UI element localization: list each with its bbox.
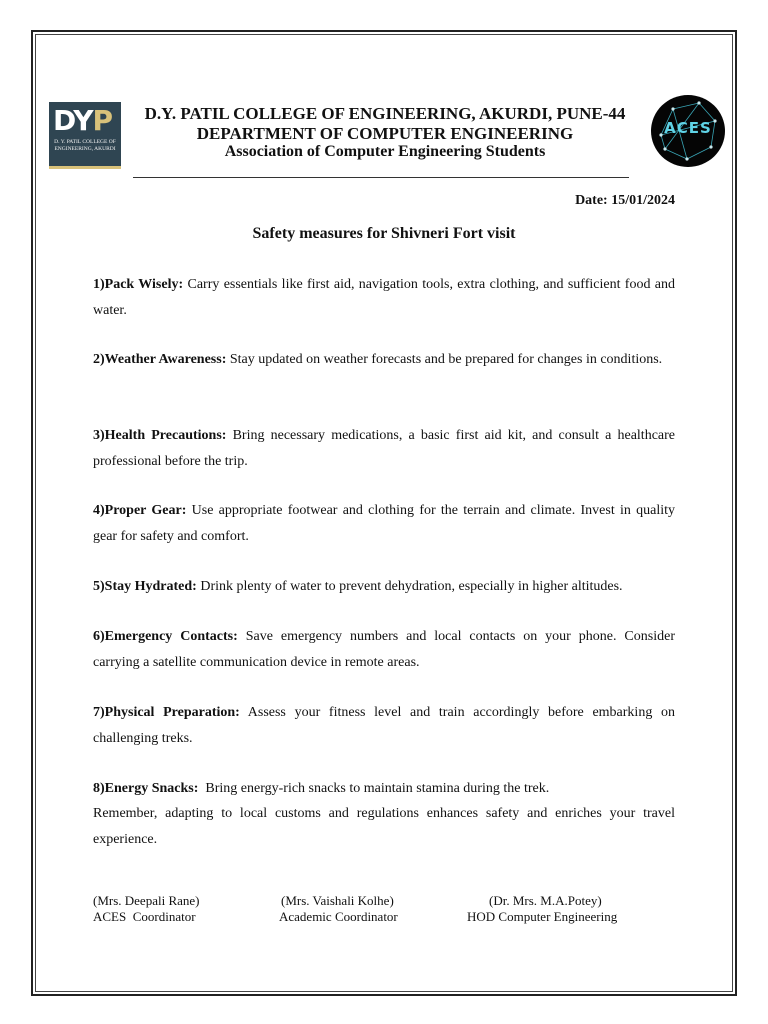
safety-item [93,776,675,802]
item-heading: 6)Emergency Contacts: [93,629,238,644]
aces-logo-text: ACES [664,119,712,137]
closing-remark: Remember, adapting to local customs and regulations enhances safety and enriches your travel experience. [93,806,675,847]
item-heading: 5)Stay Hydrated: [93,579,197,594]
signatory-role: HOD Computer Engineering [467,909,618,924]
signatory-role: Academic Coordinator [279,909,398,924]
safety-item [93,423,675,474]
document-title: Safety measures for Shivneri Fort visit [252,225,516,242]
signatory-name: (Dr. Mrs. M.A.Potey) [489,893,602,908]
department-name: DEPARTMENT OF COMPUTER ENGINEERING [196,124,574,143]
safety-item [93,624,675,675]
item-text: Carry essentials like first aid, navigation tools, extra clothing, and sufficient food and water. [93,277,676,318]
item-heading: 7)Physical Preparation: [93,705,240,720]
signatory-academic-coordinator [279,893,398,925]
signatory-role: ACES Coordinator [93,909,196,924]
safety-item [93,272,675,323]
item-text: Use appropriate footwear and clothing for the terrain and climate. Invest in quality gear for safety and comfort. [93,503,675,544]
safety-item [93,700,675,751]
aces-logo [651,95,725,167]
document-date: Date: 15/01/2024 [575,193,675,208]
item-text: Bring necessary medications, a basic first aid kit, and consult a healthcare professional before the trip. [93,428,676,469]
item-text: Bring energy-rich snacks to maintain stamina during the trek. [198,781,550,796]
college-logo-bar [49,166,121,169]
item-text: Assess your fitness level and train accordingly before embarking on challenging treks. [93,705,676,746]
item-heading: 3)Health Precautions: [93,428,227,443]
college-logo [49,102,121,169]
item-text: Save emergency numbers and local contacts on your phone. Consider carrying a satellite communication device in remote areas. [93,629,675,670]
signatory-name: (Mrs. Deepali Rane) [93,893,200,908]
signatory-name: (Mrs. Vaishali Kolhe) [281,893,394,908]
item-text: Drink plenty of water to prevent dehydration, especially in higher altitudes. [196,579,623,594]
college-logo-letters: DYP [53,104,113,137]
item-text: Stay updated on weather forecasts and be prepared for changes in conditions. [226,352,663,367]
item-heading: 2)Weather Awareness: [93,352,227,367]
safety-item [93,498,675,549]
item-heading: 1)Pack Wisely: [93,277,184,292]
item-heading: 4)Proper Gear: [93,503,187,518]
college-logo-subtitle: D. Y. PATIL COLLEGE OF ENGINEERING, AKURDI [54,139,116,152]
safety-item [93,347,675,373]
item-heading: 8)Energy Snacks: [93,781,199,796]
header-divider [133,177,629,178]
signatory-aces-coordinator [93,893,200,925]
association-name: Association of Computer Engineering Students [224,143,546,160]
college-name: D.Y. PATIL COLLEGE OF ENGINEERING, AKURDI, PUNE-44 [144,104,626,123]
signatory-hod [467,893,617,925]
safety-item [93,574,675,600]
